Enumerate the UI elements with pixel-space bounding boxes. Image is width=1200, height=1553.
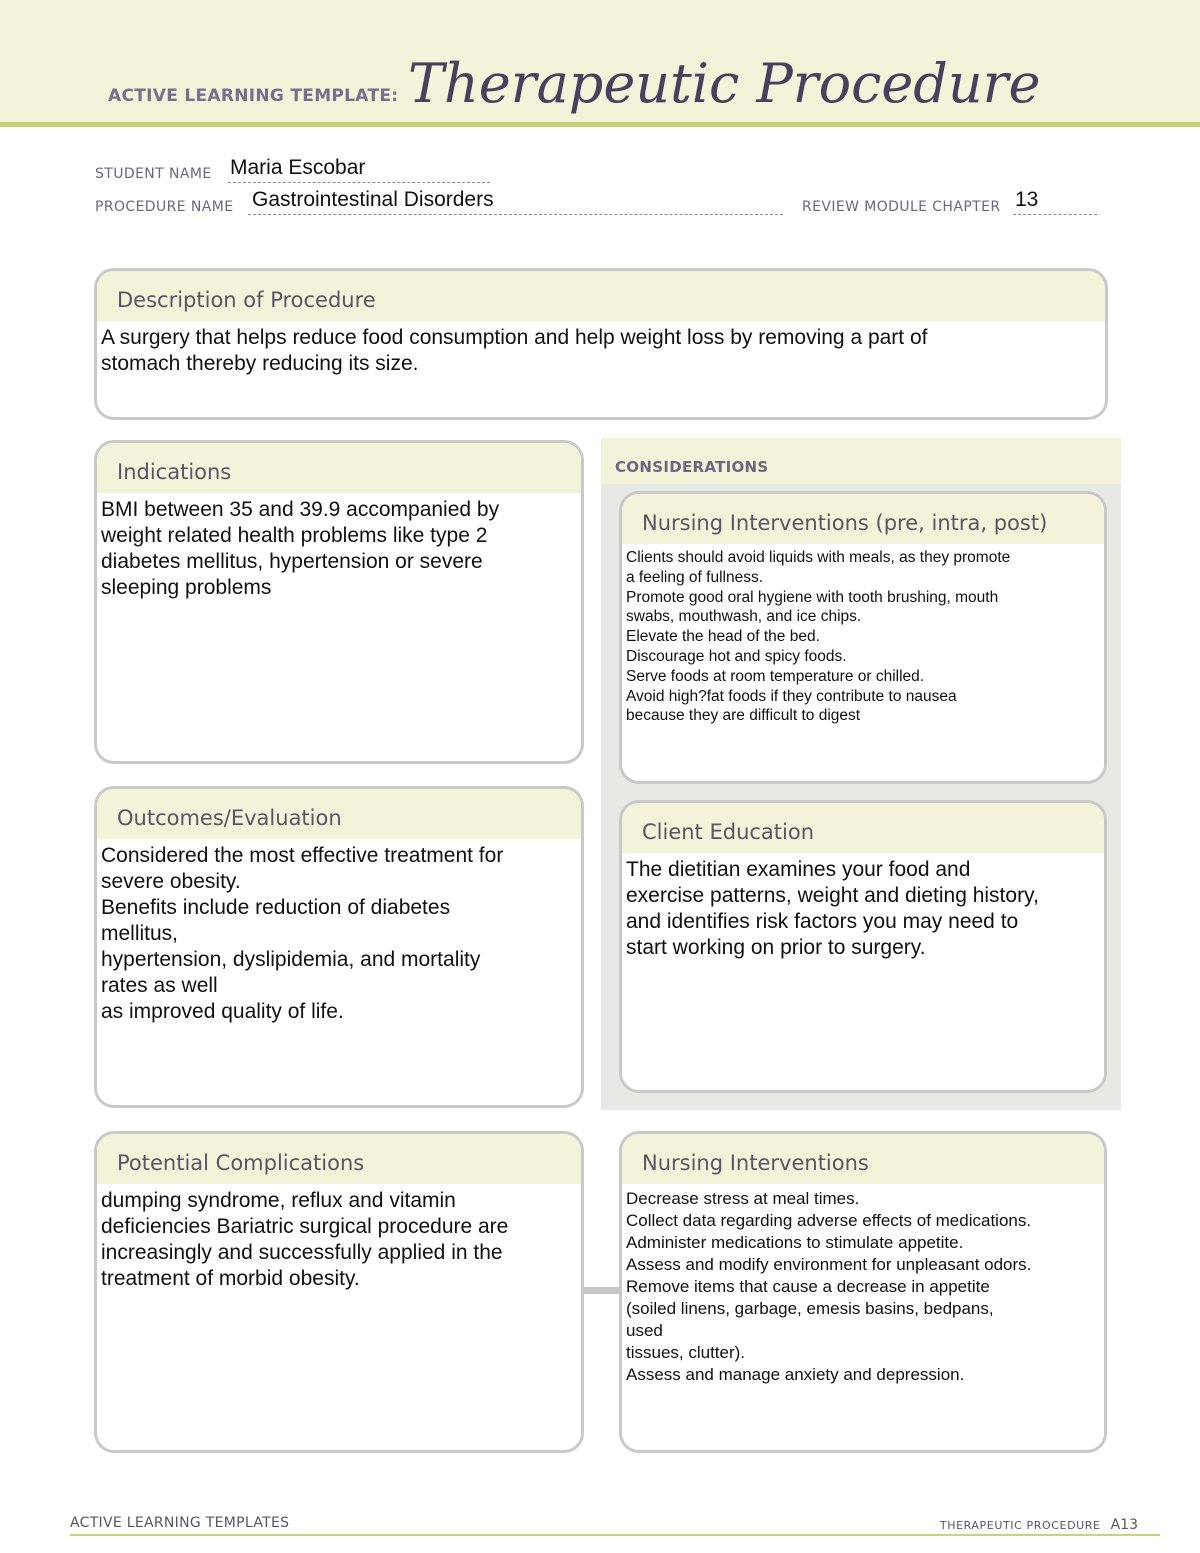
complications-box xyxy=(94,1131,584,1453)
nursing-interventions-pre-title: Nursing Interventions (pre, intra, post) xyxy=(622,494,1104,544)
review-module-field[interactable]: 13 xyxy=(1015,188,1039,211)
box-connector xyxy=(582,1287,622,1294)
outcomes-title: Outcomes/Evaluation xyxy=(97,789,581,839)
procedure-name-line xyxy=(248,214,783,215)
nursing-interventions-title: Nursing Interventions xyxy=(622,1134,1104,1184)
procedure-name-field[interactable]: Gastrointestinal Disorders xyxy=(252,188,494,211)
description-text[interactable]: A surgery that helps reduce food consumption and help weight loss by removing a part of stomach thereby reducing its size. xyxy=(101,326,928,375)
template-title: Therapeutic Procedure xyxy=(408,52,1041,115)
footer-right xyxy=(940,1517,1138,1533)
nursing-interventions-text[interactable]: Decrease stress at meal times. Collect data regarding adverse effects of medications. Administer medications to stimulate appetite. Assess and modify environment for unpleasant odors. Remove items that cause a decrease in appetite (soiled linens, garbage, emesis basins, bedpans, used tissues, clutter). Assess and manage anxiety and depression. xyxy=(626,1189,1032,1384)
indications-text[interactable]: BMI between 35 and 39.9 accompanied by weight related health problems like type 2 diabetes mellitus, hypertension or severe sleeping problems xyxy=(101,498,500,599)
client-education-title: Client Education xyxy=(622,803,1104,853)
footer-left: ACTIVE LEARNING TEMPLATES xyxy=(70,1515,290,1531)
procedure-name-label: PROCEDURE NAME xyxy=(95,199,234,215)
indications-box xyxy=(94,440,584,764)
client-education-text[interactable]: The dietitian examines your food and exercise patterns, weight and dieting history, and identifies risk factors you may need to start working on prior to surgery. xyxy=(626,858,1039,959)
client-education-box xyxy=(619,800,1107,1093)
complications-title: Potential Complications xyxy=(97,1134,581,1184)
footer-section: THERAPEUTIC PROCEDURE xyxy=(939,1519,1101,1532)
header-rule xyxy=(0,122,1200,127)
student-name-label: STUDENT NAME xyxy=(95,166,212,182)
page-number: A13 xyxy=(1110,1517,1138,1533)
nursing-interventions-pre-box xyxy=(619,491,1107,784)
footer-rule xyxy=(70,1534,1160,1536)
description-box xyxy=(94,268,1108,420)
student-name-field[interactable]: Maria Escobar xyxy=(230,156,366,179)
review-module-line xyxy=(1013,214,1097,215)
review-module-label: REVIEW MODULE CHAPTER xyxy=(802,199,1001,215)
indications-title: Indications xyxy=(97,443,581,493)
outcomes-text[interactable]: Considered the most effective treatment for severe obesity. Benefits include reduction of diabetes mellitus, hypertension, dyslipidemia, and mortality rates as well as improved quality of life. xyxy=(101,844,504,1023)
outcomes-box xyxy=(94,786,584,1108)
nursing-interventions-box xyxy=(619,1131,1107,1453)
description-title: Description of Procedure xyxy=(97,271,1105,321)
nursing-interventions-pre-text[interactable]: Clients should avoid liquids with meals, as they promote a feeling of fullness. Promote good oral hygiene with tooth brushing, mouth swabs, mouthwash, and ice chips. Elevate the head of the bed. Discourage hot and spicy foods. Serve foods at room temperature or chilled. Avoid high?fat foods if they contribute to nausea because they are difficult to digest xyxy=(626,549,1011,725)
considerations-label: CONSIDERATIONS xyxy=(615,458,769,476)
complications-text[interactable]: dumping syndrome, reflux and vitamin deficiencies Bariatric surgical procedure are increasingly and successfully applied in the treatment of morbid obesity. xyxy=(101,1189,509,1290)
template-label: ACTIVE LEARNING TEMPLATE: xyxy=(108,86,399,106)
student-name-line xyxy=(228,182,490,183)
